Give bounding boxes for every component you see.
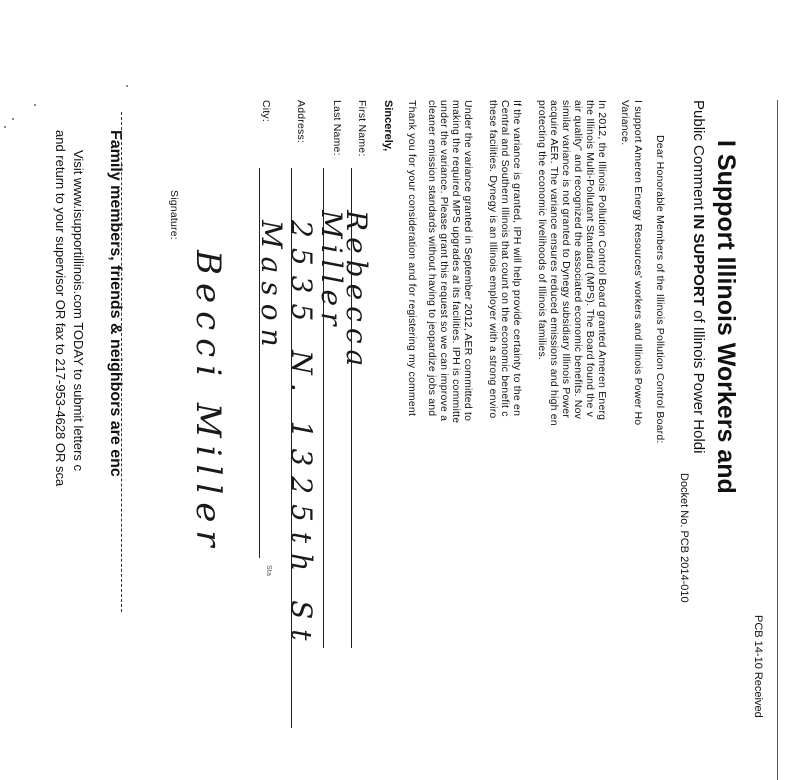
scan-edge: [121, 112, 122, 612]
paragraph-certainty: Central and Southern Illinois that count on the economic benefit c: [499, 100, 511, 417]
paragraph-history: similar variance is not granted to Dynegy subsidiary Illinois Power: [560, 100, 572, 419]
receipt-stamp: PCB 14-10 Received: [752, 615, 764, 718]
paragraph-commitment: Under the variance granted in September 2012, AER committed to: [462, 100, 474, 422]
address-label: Address:: [295, 100, 307, 144]
address-field: 2535 N. 1325th St: [285, 220, 318, 651]
first-name-label: First Name:: [356, 100, 368, 157]
signature-value-row: [182, 190, 228, 620]
last-name-field: Miller: [315, 210, 348, 332]
paragraph-history: protecting the economic livelihoods of Illinois families.: [536, 100, 548, 361]
paragraph-history: air quality" and recognized the associated economic benefits. Nov: [572, 100, 584, 420]
thank-you-line: Thank you for your consideration and for registering my comment: [406, 100, 418, 417]
paragraph-certainty: If the variance is granted, IPH will help provide certainty to the en: [511, 100, 523, 417]
paragraph-commitment: cleaner emission standards without having to jeopardize jobs and: [426, 100, 438, 417]
paragraph-support: Variance.: [619, 100, 631, 146]
paragraph-certainty: these facilities. Dynegy is an Illinois employer with a strong enviro: [487, 100, 499, 419]
signature-label: Signature:: [168, 190, 180, 240]
first-name-field: Rebecca: [340, 210, 373, 373]
page-title: I Support Illinois Workers and: [712, 140, 740, 494]
city-field: Mason: [255, 220, 288, 355]
city-label: City:: [260, 100, 272, 122]
visit-row: [66, 150, 86, 650]
return-row: [48, 130, 68, 630]
paragraph-history: the Illinois Multi-Pollutant Standard (MPS). The Board found the v: [584, 100, 596, 418]
docket-number: Docket No. PCB 2014-010: [678, 473, 690, 603]
closing: Sincerely,: [382, 100, 394, 152]
return-line: and return to your supervisor OR fax to 217-953-4628 OR sca: [53, 130, 68, 487]
page-subtitle: Public Comment IN SUPPORT of Illinois Power Holdi: [690, 100, 707, 454]
family-heading: Family members, friends & neighbors are enc: [107, 130, 124, 477]
last-name-label: Last Name:: [331, 100, 343, 156]
paragraph-commitment: making the required MPS upgrades at its facilities. IPH is committe: [450, 100, 462, 424]
paragraph-commitment: under the variance. Please grant this request so we can improve a: [438, 100, 450, 422]
signature-row: [140, 190, 180, 620]
family-heading-row: [94, 130, 124, 650]
paragraph-support: I support Ameren Energy Resources' workers and Illinois Power Ho: [632, 100, 644, 426]
paragraph-history: In 2012, the Illinois Pollution Control Board granted Ameren Energ: [596, 100, 608, 421]
visit-line: Visit www.isupportillinois.com TODAY to submit letters c: [71, 150, 86, 472]
signature-field: Becci Miller: [188, 250, 228, 555]
state-label: Sta: [265, 565, 272, 577]
paragraph-history: acquire AER. The variance ensures reduced emissions and high en: [548, 100, 560, 426]
salutation: Dear Honorable Members of the Illinois Pollution Control Board:: [654, 135, 666, 444]
